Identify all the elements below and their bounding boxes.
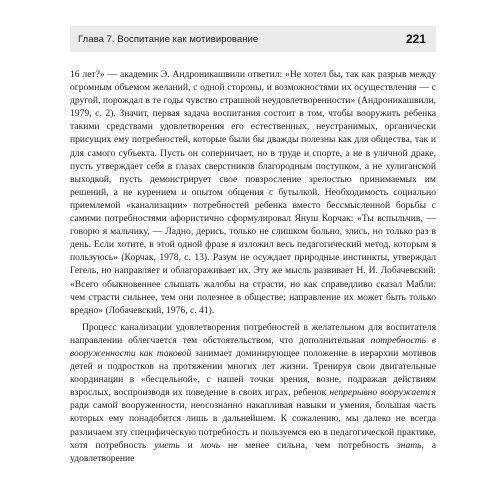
paragraph-1 bbox=[70, 68, 436, 317]
text-segment: не менее сильна, чем потребность bbox=[220, 439, 397, 451]
emphasis-text: мочь bbox=[200, 439, 221, 451]
text-segment: и bbox=[179, 439, 201, 451]
text-segment: занимает доминирующее положение в иерархии мотивов детей и подростков на протяжении многих лет жизни. Тренируя свои двигательные координации в «бесцельной», с нашей точки зрения, возне, подражая действиям взрослых, воспроизводя их поведение в своих играх, ребенок bbox=[70, 347, 436, 399]
chapter-title: Глава 7. Воспитание как мотивирование bbox=[78, 34, 259, 45]
page-number: 221 bbox=[405, 32, 426, 46]
emphasis-text: потребность в вооруженности как таковой bbox=[70, 334, 437, 359]
text-segment: ради самой вооруженности, неосознанно накапливая навыки и умения, большая часть которых ему понадобится лишь в дальнейшем. К сожалению, мы далеко не всегда различаем эту специфическую потребность и пользуемся ею в педагогической практике, хотя потребность bbox=[70, 400, 436, 451]
text-segment: Процесс канализации удовлетворения потребностей в желательном для воспитателя направлении облегчается тем обстоятельством, что дополнительная bbox=[70, 321, 436, 346]
body-text bbox=[70, 68, 436, 465]
paragraph-2 bbox=[70, 321, 436, 465]
emphasis-text: знать bbox=[396, 439, 422, 451]
text-segment: , а удовлетворение bbox=[70, 439, 436, 464]
text-segment: 16 лет?» — академик Э. Андроникашвили ответил: «Не хотел бы, так как разрыв между огромным объемом желаний, с одной стороны, и возможностями их осуществления — с другой, порождал в те годы чувство страшной неудовлетворенности» (Андроникашвили, 1979, с. 2). Значит, первая задача воспитания состоит в том, чтобы вооружить ребенка такими средствами удовлетворения его естественных, неустранимых, органически присущих ему потребностей, которые были бы дважды полезны как для общества, так и для самого субъекта. Пусть он соперничает, но в труде и спорте, а не в уличной драке, пусть утверждает себя в глазах сверстников благородным поступком, а не хулиганской выходкой, пусть демонстрирует свое повзросление зрелостью принимаемых им решений, а не курением и опытом общения с бутылкой. Необходимость социально приемлемой «канализации» потребностей ребенка вместо бессмысленной борьбы с самими потребностями афористично сформулировал Януш Корчак: «Ты вспыльчив, — говорю я мальчику, — Ладно, дерись, только не слишком больно, злись, но только раз в день. Если хотите, в этой одной фразе я изложил весь педагогический метод, которым я пользуюсь» (Корчак, 1978, с. 13). Разум не осуждает природные инстинкты, утверждал Гегель, но направляет и облагораживает их. Эту же мысль развивает Н. И. Лобачевский: «Всего обыкновеннее слышать жалобы на страсти, но как справедливо сказал Мабли: чем страсти сильнее, тем они полезнее в обществе; направление их может быть только вредно» (Лобачевский, 1976, с. 41). bbox=[70, 69, 436, 316]
emphasis-text: уметь bbox=[154, 439, 180, 451]
emphasis-text: непрерывно вооружается bbox=[329, 387, 436, 399]
